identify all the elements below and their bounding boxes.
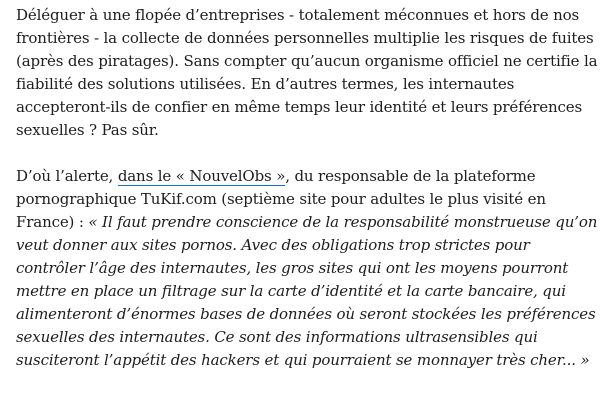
tukif-quote: « Il faut prendre conscience de la responsabilité monstrueuse qu’on veut donner aux sites pornos. Avec des obligations trop strictes pour contrôler l’âge des internautes, les gros sites qui ont les moyens pourront mettre en place un filtrage sur la carte d’identité et la carte bancaire, qui alimenteront d’énormes bases de données où seront stockées les préférences sexuelles des internautes. Ce sont des informations ultrasensibles qui susciteront l’appétit des hackers et qui pourraient se monnayer très cher... » <box>16 213 598 369</box>
paragraph-tukif-alert <box>16 165 601 372</box>
paragraph-intro: D’où l’alerte, <box>16 167 118 185</box>
paragraph-data-leak-risks: Déléguer à une flopée d’entreprises - totalement méconnues et hors de nos frontières - la collecte de données personnelles multiplie les risques de fuites (après des piratages). Sans compter qu’aucun organisme officiel ne certifie la fiabilité des solutions utilisées. En d’autres termes, les internautes accepteront-ils de confier en même temps leur identité et leurs préférences sexuelles ? Pas sûr. <box>16 6 598 139</box>
article-body <box>16 4 601 372</box>
paragraph-context: , du responsable de la plateforme pornographique TuKif.com (septième site pour adultes le plus visité en France) : <box>16 167 546 231</box>
nouvelobs-source-link[interactable]: dans le « NouvelObs » <box>117 167 286 185</box>
